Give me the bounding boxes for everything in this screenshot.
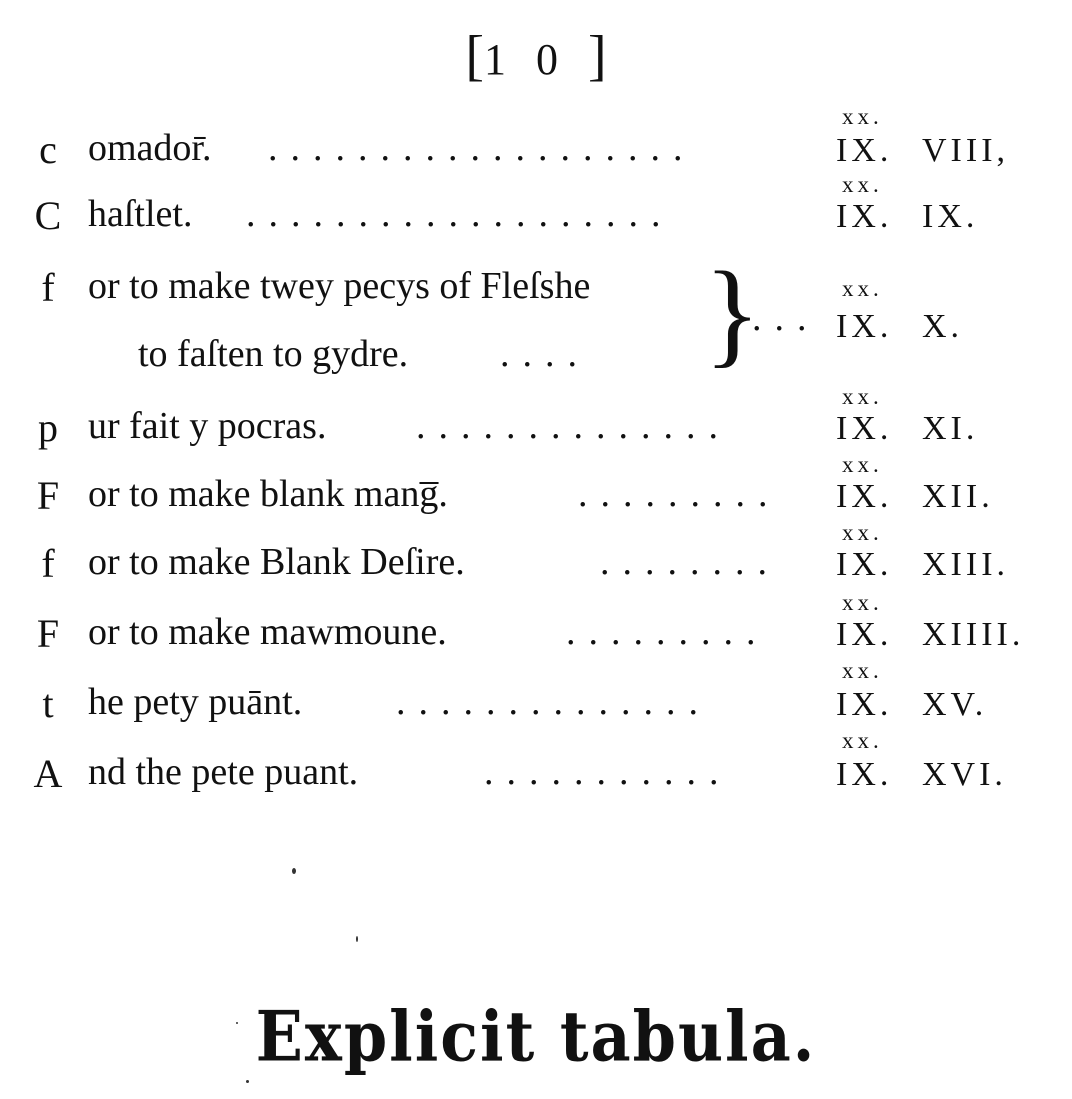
entry-initial: C bbox=[34, 193, 62, 238]
entry-item-number: IX. bbox=[922, 198, 979, 235]
entry-title: he pety puānt. bbox=[88, 681, 303, 723]
ink-speck bbox=[356, 936, 358, 942]
entry-item-number: X. bbox=[922, 308, 964, 345]
dot-leader: ......... bbox=[566, 611, 769, 653]
entry-folio: IX. bbox=[836, 410, 893, 447]
entry-score: xx. bbox=[842, 658, 883, 683]
entry-folio: IX. bbox=[836, 308, 893, 345]
table-entry bbox=[0, 172, 1072, 242]
entry-title-continuation: to faſten to gydre. bbox=[138, 333, 409, 375]
entry-folio: IX. bbox=[836, 686, 893, 723]
entry-initial: A bbox=[33, 751, 63, 796]
table-entry bbox=[0, 590, 1072, 660]
right-brace: } bbox=[704, 247, 761, 378]
table-entry bbox=[0, 520, 1072, 590]
page-number-close-bracket: ] bbox=[588, 25, 607, 87]
entry-item-number: XII. bbox=[922, 478, 994, 515]
entry-reference bbox=[836, 308, 963, 346]
entry-title: nd the pete puant. bbox=[88, 751, 359, 793]
entry-title: or to make twey pecys of Fleſshe bbox=[88, 265, 591, 307]
entry-initial: F bbox=[36, 473, 60, 518]
entry-folio: IX. bbox=[836, 478, 893, 515]
entry-item-number: XV. bbox=[922, 686, 988, 723]
entry-score: xx. bbox=[842, 276, 883, 301]
entry-score: xx. bbox=[842, 728, 883, 753]
entry-initial: p bbox=[38, 405, 58, 450]
page-number-open-bracket: [ bbox=[465, 25, 484, 87]
entry-folio: IX. bbox=[836, 132, 893, 169]
entry-folio: IX. bbox=[836, 756, 893, 793]
table-entry bbox=[0, 104, 1072, 174]
dot-leader: .............. bbox=[396, 681, 711, 723]
entry-item-number: XI. bbox=[922, 410, 979, 447]
table-entry bbox=[0, 247, 1072, 378]
entry-folio: IX. bbox=[836, 198, 893, 235]
entry-title: ur fait y pocras. bbox=[88, 405, 327, 447]
page-number-value: 10 bbox=[484, 35, 588, 84]
entry-reference bbox=[836, 616, 1024, 654]
entry-reference bbox=[836, 410, 978, 448]
entry-title: haſtlet. bbox=[88, 193, 193, 235]
explicit-tabula-colophon: Explicit tabula. bbox=[255, 995, 817, 1078]
entry-initial: t bbox=[42, 681, 54, 726]
ink-speck bbox=[292, 868, 296, 874]
entry-score: xx. bbox=[842, 384, 883, 409]
entry-item-number: VIII, bbox=[922, 132, 1010, 169]
entry-score: xx. bbox=[842, 590, 883, 615]
dot-leader: .............. bbox=[416, 405, 731, 447]
table-entry bbox=[0, 728, 1072, 798]
entry-item-number: XIIII. bbox=[922, 616, 1025, 653]
entry-score: xx. bbox=[842, 172, 883, 197]
dot-leader: ........... bbox=[484, 751, 732, 793]
table-entry bbox=[0, 658, 1072, 728]
entry-title: or to make blank mang̅. bbox=[88, 473, 448, 515]
page-number bbox=[0, 24, 1072, 88]
dot-leader: ................... bbox=[268, 127, 696, 169]
entry-folio: IX. bbox=[836, 546, 893, 583]
entry-item-number: XVI. bbox=[922, 756, 1007, 793]
dot-leader: ......... bbox=[578, 473, 781, 515]
entry-initial: c bbox=[39, 127, 57, 172]
entry-reference bbox=[836, 686, 987, 724]
entry-item-number: XIII. bbox=[922, 546, 1010, 583]
entry-reference bbox=[836, 546, 1009, 584]
dot-leader: ................... bbox=[246, 193, 674, 235]
entry-score: xx. bbox=[842, 104, 883, 129]
entry-initial: f bbox=[41, 265, 55, 310]
entry-initial: f bbox=[41, 541, 55, 586]
entry-folio: IX. bbox=[836, 616, 893, 653]
entry-reference bbox=[836, 478, 994, 516]
entry-score: xx. bbox=[842, 520, 883, 545]
dot-leader: ........ bbox=[600, 541, 780, 583]
dot-leader: .... bbox=[500, 333, 590, 375]
entry-score: xx. bbox=[842, 452, 883, 477]
dot-leader: ... bbox=[752, 297, 820, 339]
entry-reference bbox=[836, 756, 1007, 794]
entry-reference bbox=[836, 198, 978, 236]
entry-initial: F bbox=[36, 611, 60, 656]
entry-title: omador̄. bbox=[88, 127, 212, 169]
ink-speck bbox=[246, 1080, 249, 1083]
table-entry bbox=[0, 452, 1072, 522]
table-entry bbox=[0, 384, 1072, 454]
entry-reference bbox=[836, 132, 1009, 170]
entry-title: or to make mawmoune. bbox=[88, 611, 447, 653]
entry-title: or to make Blank Deſire. bbox=[88, 541, 465, 583]
